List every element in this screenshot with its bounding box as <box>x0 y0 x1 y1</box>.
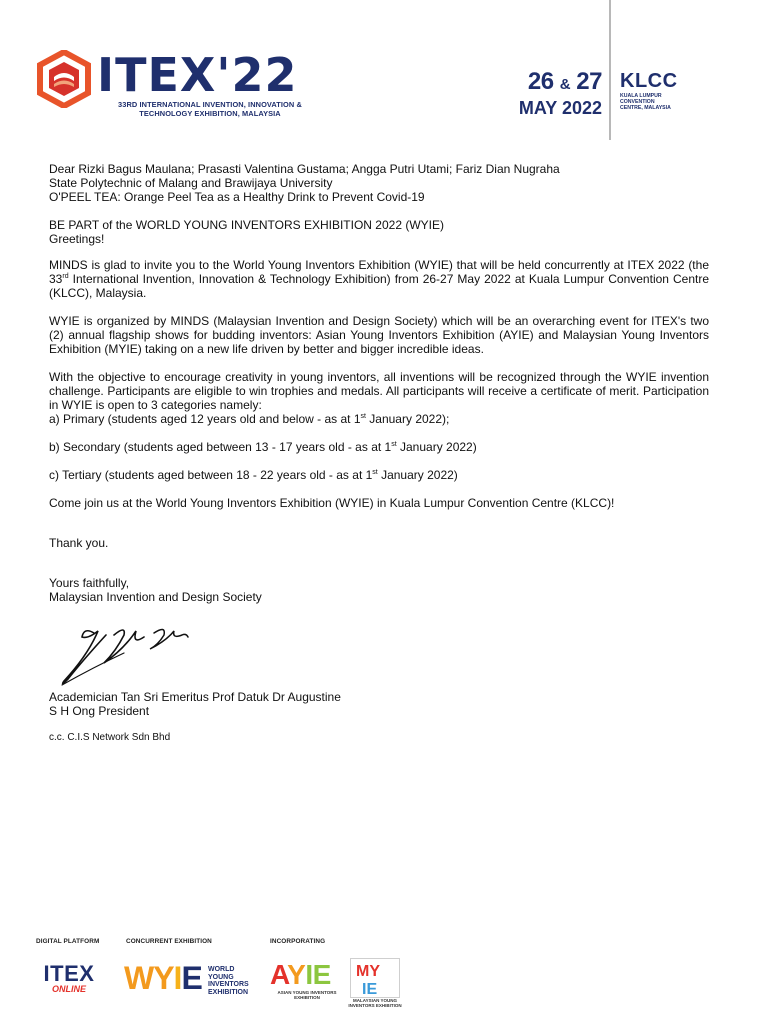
headline: BE PART of the WORLD YOUNG INVENTORS EXHIBITION 2022 (WYIE) <box>49 218 444 232</box>
cat-c-superscript: st <box>372 469 378 476</box>
cat-c-text-end: January 2022) <box>377 468 458 482</box>
ayie-wordmark <box>270 960 331 990</box>
institution: State Polytechnic of Malang and Brawijaya University <box>49 176 333 190</box>
wyie-letter: E <box>181 960 202 996</box>
itex-logo-wordmark: ITEX'22 <box>97 48 298 102</box>
footer-label-digital: DIGITAL PLATFORM <box>36 938 100 945</box>
cat-c-text: c) Tertiary (students aged between 18 - 22 years old - as at 1 <box>49 468 373 482</box>
wyie-letter: Y <box>153 960 174 996</box>
venue-block <box>620 71 680 111</box>
paragraph-organizer: WYIE is organized by MINDS (Malaysian Invention and Design Society) which will be an overarching event for ITEX's two (2) annual flagship shows for budding inventors: Asian Young Inventors Exhibition (AYIE) and Malaysian Young Inventors Exhibition (MYIE) taking on a new life driven by better and bigger incredible ideas. <box>49 314 709 356</box>
wyie-letter: I <box>173 960 182 996</box>
footer-label-concurrent: CONCURRENT EXHIBITION <box>126 938 212 945</box>
myie-logo <box>350 958 400 998</box>
organization-name: Malaysian Invention and Design Society <box>49 590 262 604</box>
paragraph-objective: With the objective to encourage creativity in young inventors, all inventions will be recognized through the WYIE invention challenge. Participants are eligible to win trophies and medals. All participants will receive a certificate of merit. Participation in WYIE is open to 3 categories namely: <box>49 370 709 412</box>
event-month: MAY 2022 <box>518 98 602 118</box>
myie-letters-bottom: IE <box>362 981 378 997</box>
myie-caption-2: INVENTORS EXHIBITION <box>348 1003 402 1008</box>
event-day-ampersand: & <box>559 76 571 93</box>
para1-text-b: International Invention, Innovation & Technology Exhibition) from 26-27 May 2022 at Kuala Lumpur Convention Centre (KLCC), Malaysia. <box>49 272 709 300</box>
signer-name <box>49 690 341 718</box>
venue-full <box>620 93 680 111</box>
ayie-letter: E <box>312 959 331 990</box>
greeting: Greetings! <box>49 232 105 246</box>
wyie-caption-3: INVENTORS <box>208 981 249 988</box>
myie-letters-top: MY <box>356 963 380 980</box>
ayie-logo-caption <box>272 990 342 1000</box>
wyie-caption-2: YOUNG <box>208 973 234 981</box>
event-days <box>502 70 602 97</box>
ayie-letter: A <box>270 959 288 990</box>
cat-a-text-end: January 2022); <box>365 412 450 426</box>
wyie-wordmark <box>124 962 202 994</box>
venue-line-1: KUALA LUMPUR <box>620 93 662 99</box>
itex-online-wordmark: ITEX <box>43 961 95 986</box>
myie-caption-1: MALAYSIAN YOUNG <box>352 998 397 1003</box>
itex-online-logo <box>36 963 102 994</box>
wyie-caption-4: EXHIBITION <box>208 988 249 996</box>
venue-short: KLCC <box>620 70 678 92</box>
itex-logo-subtitle <box>96 100 324 118</box>
category-tertiary <box>49 468 709 482</box>
cat-a-text: a) Primary (students aged 12 years old and below - as at 1 <box>49 412 361 426</box>
itex-hexagon-logo-icon <box>36 50 92 108</box>
letter-body <box>49 162 709 604</box>
itex-online-tagline: ONLINE <box>51 984 86 994</box>
category-primary <box>49 412 709 426</box>
wyie-letter: W <box>124 960 154 996</box>
signer-line-2: S H Ong President <box>49 704 150 718</box>
ayie-letter: I <box>305 959 313 990</box>
logo-subtitle-line-1: 33RD INTERNATIONAL INVENTION, INNOVATION & <box>118 100 302 109</box>
carbon-copy: c.c. C.I.S Network Sdn Bhd <box>49 732 171 743</box>
para1-text-a: MINDS is glad to invite you to the World Young Inventors Exhibition (WYIE) that will be held concurrently at ITEX 2022 (the 33 <box>49 258 709 286</box>
cat-b-superscript: st <box>391 441 397 448</box>
para1-superscript: rd <box>62 273 69 280</box>
event-date <box>502 70 602 119</box>
cat-b-text-end: January 2022) <box>396 440 477 454</box>
closing-invite: Come join us at the World Young Inventors Exhibition (WYIE) in Kuala Lumpur Convention Centre (KLCC)! <box>49 496 615 510</box>
wyie-logo <box>124 962 202 994</box>
cat-b-text: b) Secondary (students aged between 13 - 17 years old - as at 1 <box>49 440 392 454</box>
venue-line-2: CONVENTION <box>620 99 655 105</box>
handwritten-signature <box>54 615 204 690</box>
ayie-caption-2: EXHIBITION <box>294 995 320 1000</box>
header-divider <box>609 0 611 140</box>
cat-a-superscript: st <box>360 413 366 420</box>
ayie-letter: Y <box>287 959 306 990</box>
footer-label-incorporating: INCORPORATING <box>270 938 326 945</box>
project-title: O'PEEL TEA: Orange Peel Tea as a Healthy Drink to Prevent Covid-19 <box>49 190 425 204</box>
signer-line-1: Academician Tan Sri Emeritus Prof Datuk Dr Augustine <box>49 690 341 704</box>
salutation: Dear Rizki Bagus Maulana; Prasasti Valentina Gustama; Angga Putri Utami; Fariz Dian Nugraha <box>49 162 560 176</box>
ayie-caption-1: ASIAN YOUNG INVENTORS <box>277 990 337 995</box>
myie-logo-caption <box>346 998 404 1008</box>
category-secondary <box>49 440 709 454</box>
logo-subtitle-line-2: TECHNOLOGY EXHIBITION, MALAYSIA <box>139 109 281 118</box>
paragraph-invitation <box>49 258 709 300</box>
wyie-logo-caption <box>208 966 249 996</box>
ayie-logo <box>270 960 331 990</box>
event-day-start: 26 <box>527 68 554 95</box>
thank-you: Thank you. <box>49 536 109 550</box>
wyie-caption-1: WORLD <box>208 966 235 973</box>
venue-line-3: CENTRE, MALAYSIA <box>620 105 671 111</box>
myie-logo-graphic <box>351 959 399 997</box>
signoff: Yours faithfully, <box>49 576 130 590</box>
event-day-end: 27 <box>576 68 602 95</box>
